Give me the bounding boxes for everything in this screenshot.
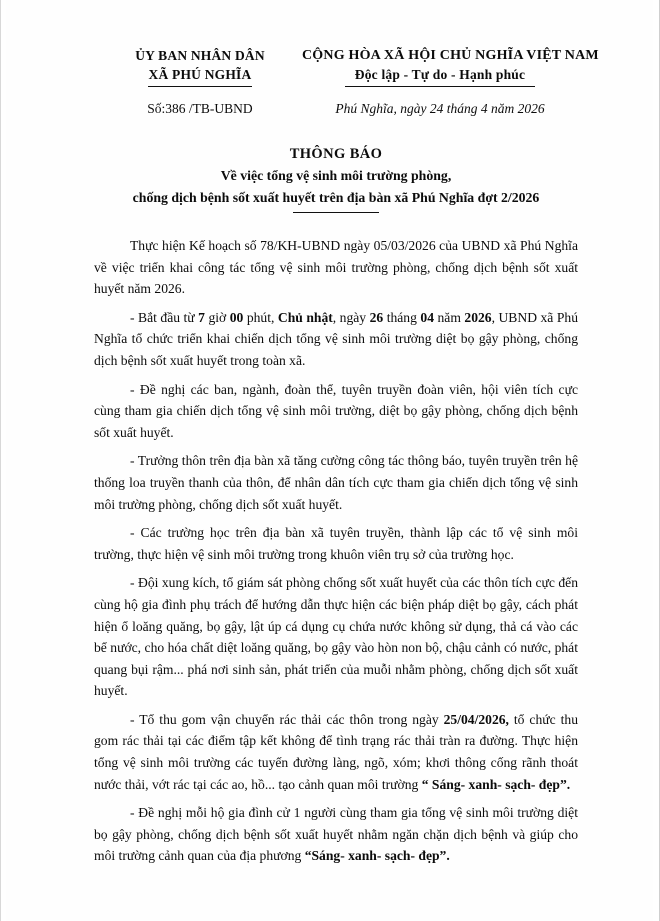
authority-underline <box>148 86 252 87</box>
schedule-year: 2026 <box>464 309 492 325</box>
issuing-authority-line2: XÃ PHÚ NGHĨA <box>148 67 252 82</box>
schedule-weekday: Chủ nhật <box>277 309 333 325</box>
motto-underline <box>345 86 535 87</box>
document-subject-line2: chống dịch bệnh sốt xuất huyết trên địa bàn xã Phú Nghĩa đợt 2/2026 <box>132 190 540 205</box>
task-force-text: - Đội xung kích, tổ giám sát phòng chống sốt xuất huyết của các thôn tích cực đến cùng hộ gia đình phụ trách để hướng dẫn thực hiện các biện pháp diệt bọ gậy, cách phát hiện ổ loăng quăng, bọ gậy, lật úp cá dụng cụ chứa nước không sử dụng, thả cá vào các bể nước, cho hóa chất diệt loăng quăng, bọ gậy vào hòn non bộ, chậu cảnh có nước, phát quang bụi rậm... phá nơi sinh sản, phát triển của muỗi nhằm phòng, chống dịch sốt xuất huyết. <box>94 575 578 699</box>
country-name-line: CỘNG HÒA XÃ HỘI CHỦ NGHĨA VIỆT NAM <box>302 48 599 63</box>
schedule-text-3: phút, <box>243 309 278 325</box>
body-paragraph-intro <box>94 235 578 300</box>
body-paragraph-schools <box>94 522 578 565</box>
schedule-text-6: năm <box>434 309 465 325</box>
body-paragraph-schedule <box>94 307 578 372</box>
schedule-minute: 00 <box>229 309 244 325</box>
waste-collection-date: 25/04/2026, <box>443 711 509 727</box>
issuing-authority-block <box>94 46 302 117</box>
document-type-title: THÔNG BÁO <box>289 146 383 162</box>
schedule-text-2: giờ <box>204 309 230 325</box>
village-heads-text: - Trưởng thôn trên địa bàn xã tăng cường công tác thông báo, tuyên truyền trên hệ thống loa truyền thanh của thôn, để nhân dân tích cực tham gia chiến dịch tổng vệ sinh môi trường phòng, chống dịch sốt xuất huyết. <box>94 453 578 512</box>
document-body <box>94 235 578 867</box>
slogan-text-2: “Sáng- xanh- sạch- đẹp”. <box>304 848 450 864</box>
paper-sheet <box>6 0 653 921</box>
issuing-authority-line1: ỦY BAN NHÂN DÂN <box>135 48 265 63</box>
document-subject-line1: Về việc tổng vệ sinh môi trường phòng, <box>220 168 452 183</box>
departments-text: - Đề nghị các ban, ngành, đoàn thể, tuyên truyền đoàn viên, hội viên tích cực cùng tham gia chiến dịch tổng vệ sinh môi trường, diệt bọ gậy phòng, chống dịch bệnh sốt xuất huyết. <box>94 381 578 440</box>
title-underline <box>293 212 379 213</box>
households-text: - Đề nghị mỗi hộ gia đình cử 1 người cùng tham gia tổng vệ sinh môi trường diệt bọ gậy phòng, chống dịch bệnh sốt xuất huyết nhằm ngăn chặn dịch bệnh và giúp cho môi trường cảnh quan của địa phương <box>94 805 578 864</box>
schedule-text-7: , UBND xã Phú Nghĩa tổ chức triển khai chiến dịch tổng vệ sinh môi trường diệt bọ gậy phòng, chống dịch bệnh sốt xuất huyết trong toàn xã. <box>94 309 578 368</box>
body-paragraph-departments <box>94 379 578 444</box>
document-content <box>94 46 599 874</box>
document-number: Số:386 /TB-UBND <box>147 101 253 116</box>
body-paragraph-village-heads <box>94 450 578 515</box>
schedule-text-1: - Bắt đầu từ <box>130 309 199 325</box>
body-paragraph-households <box>94 802 578 867</box>
intro-text: Thực hiện Kế hoạch số 78/KH-UBND ngày 05/03/2026 của UBND xã Phú Nghĩa về việc triển khai công tác tổng vệ sinh môi trường phòng, chống dịch bệnh sốt xuất huyết năm 2026. <box>94 238 578 297</box>
schedule-text-4: , ngày <box>332 309 370 325</box>
national-heading-block <box>302 46 599 117</box>
slogan-text-1: “ Sáng- xanh- sạch- đẹp”. <box>421 776 571 792</box>
place-and-date-line: Phú Nghĩa, ngày 24 tháng 4 năm 2026 <box>335 101 545 116</box>
schools-text: - Các trường học trên địa bàn xã tuyên truyền, thành lập các tổ vệ sinh môi trường, thực hiện vệ sinh môi trường trong khuôn viên trụ sở của trường học. <box>94 525 578 562</box>
body-paragraph-task-force <box>94 572 578 702</box>
schedule-month: 04 <box>420 309 434 325</box>
body-paragraph-waste-collection <box>94 709 578 795</box>
document-header <box>94 46 599 117</box>
schedule-day: 26 <box>369 309 384 325</box>
schedule-text-5: tháng <box>383 309 421 325</box>
schedule-hour: 7 <box>198 309 205 325</box>
waste-text-1: - Tổ thu gom vận chuyển rác thải các thôn trong ngày <box>130 711 444 727</box>
document-title-block <box>94 143 578 213</box>
national-motto-line: Độc lập - Tự do - Hạnh phúc <box>354 67 526 82</box>
waste-text-2: tổ chức thu gom rác thải tại các điểm tập kết không để tình trạng rác thải tràn ra đường. Thực hiện tổng vệ sinh môi trường các tuyến đường làng, ngõ, xóm; khơi thông cống rãnh thoát nước thải, vớt rác tại các ao, hồ... tạo cảnh quan môi trường <box>94 711 578 792</box>
